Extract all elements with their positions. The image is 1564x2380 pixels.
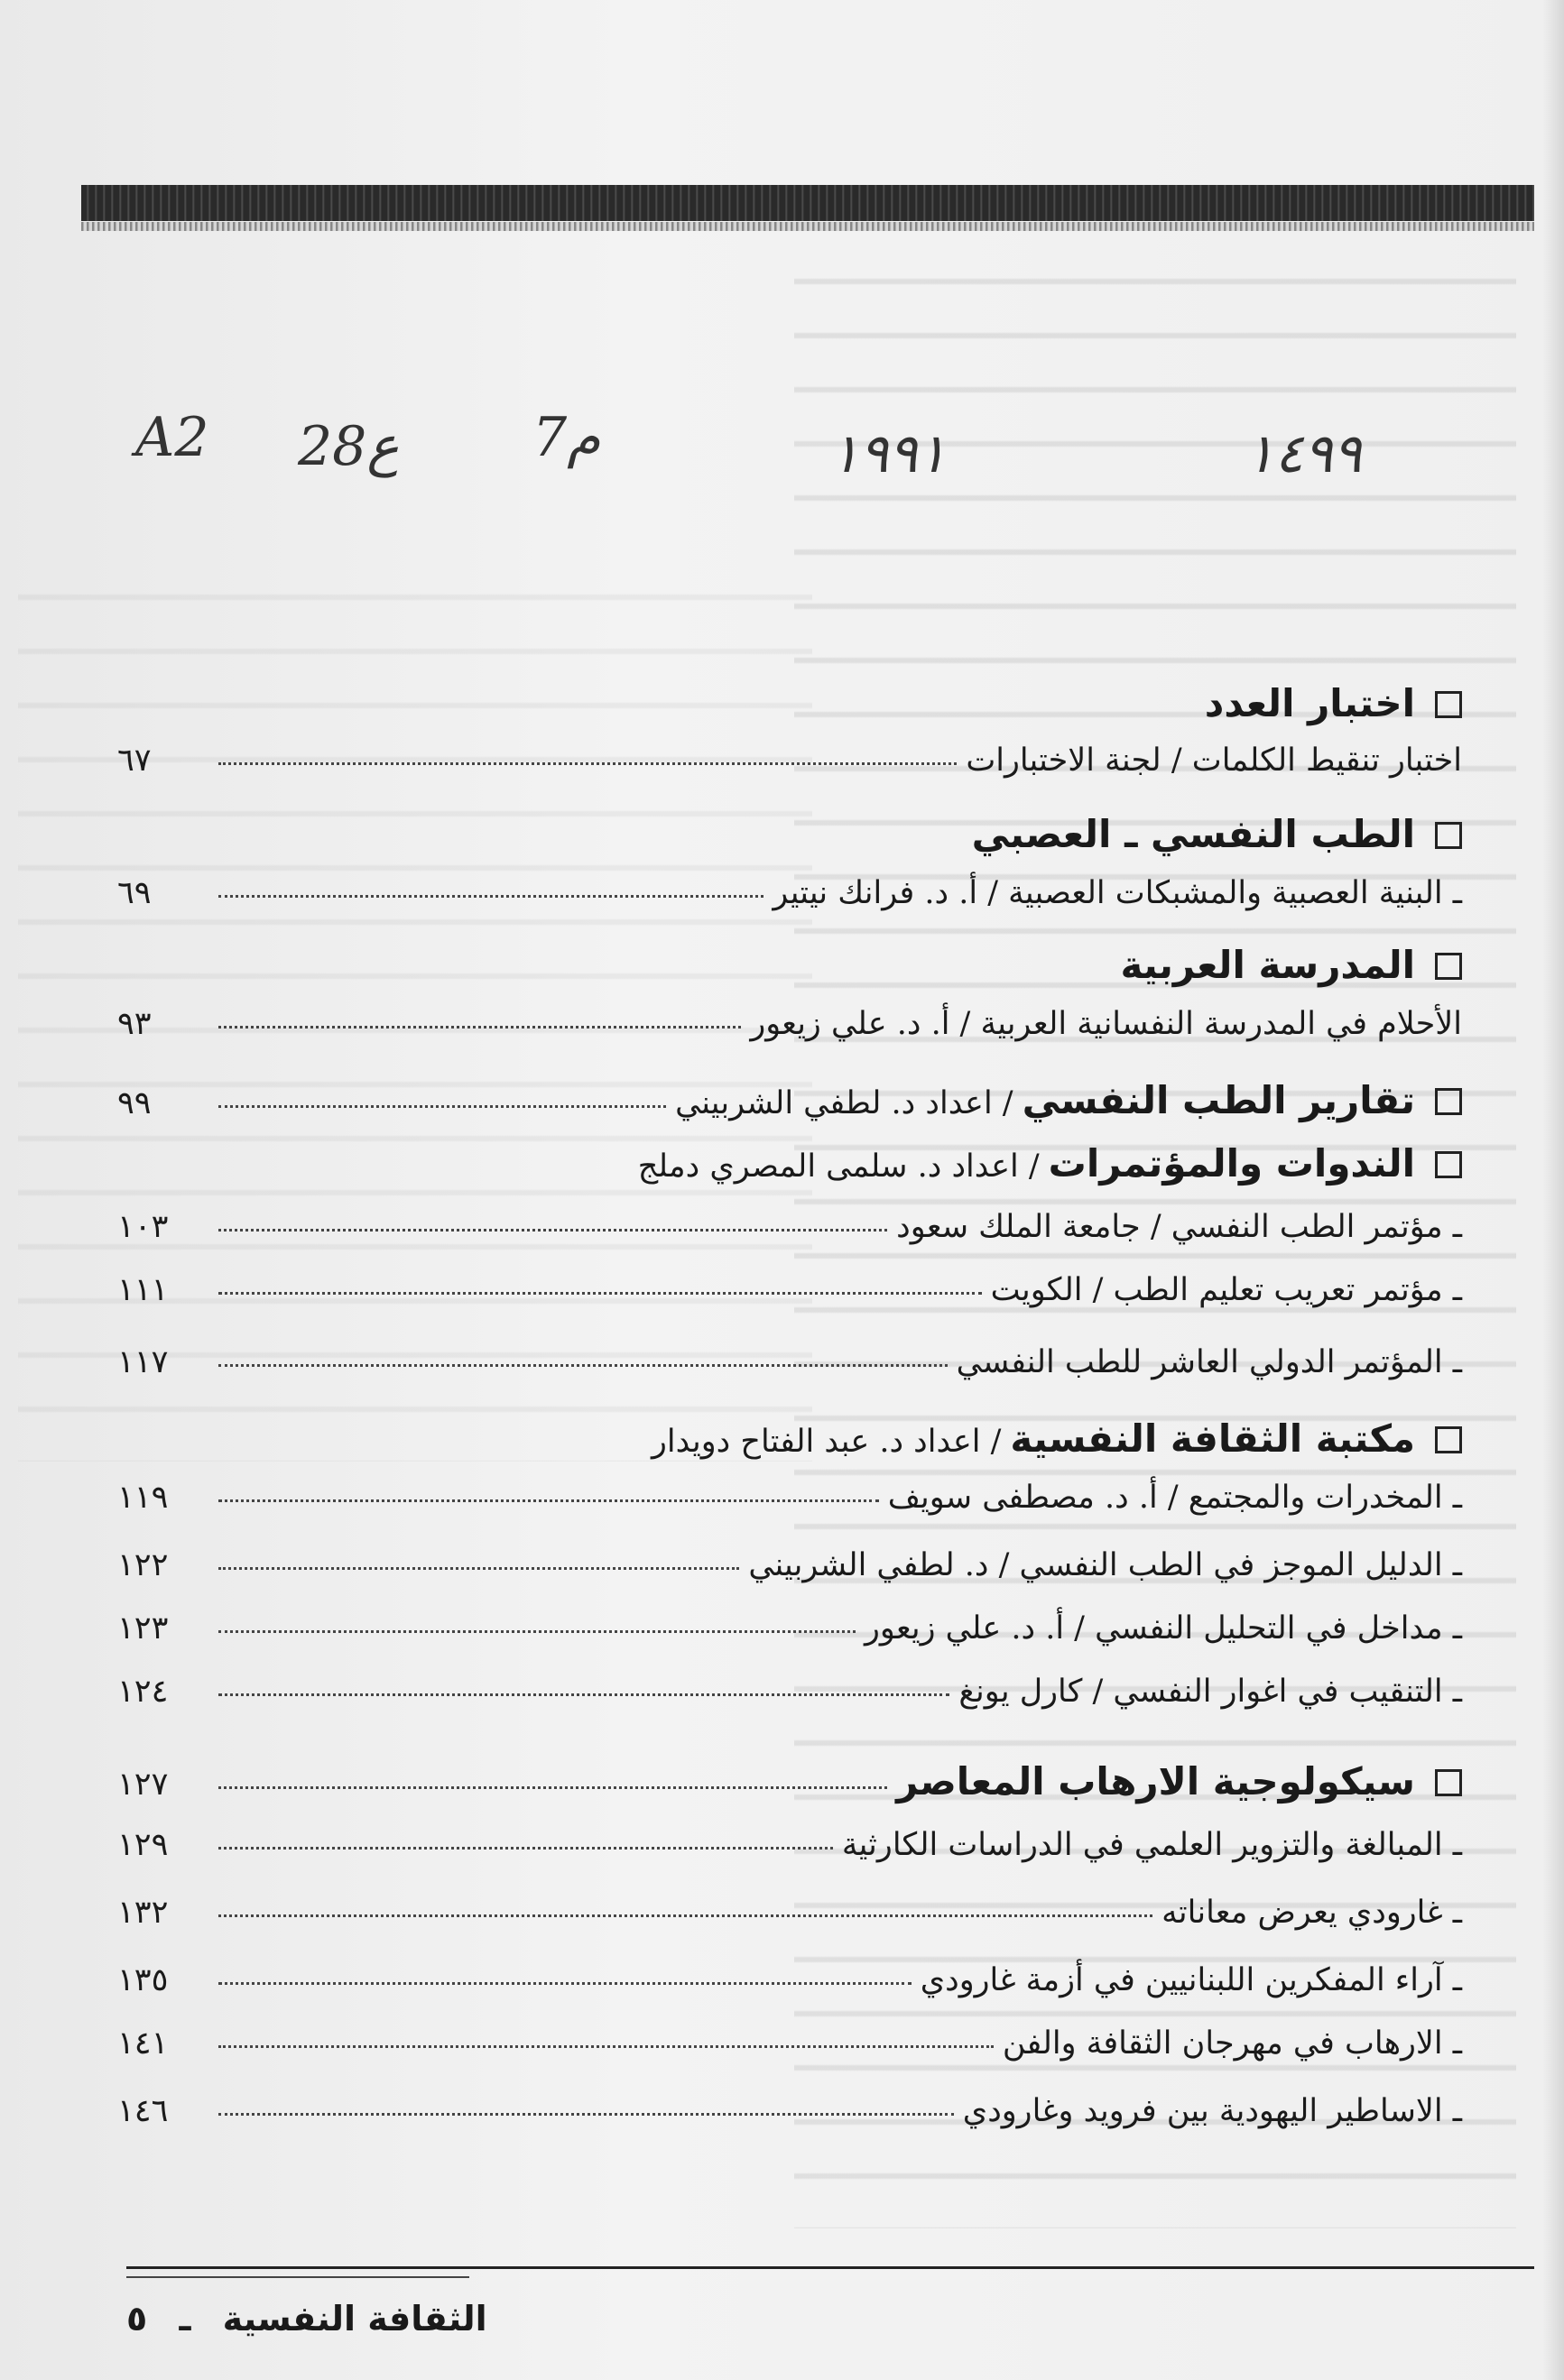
checkbox-square-icon — [1435, 691, 1462, 718]
page-ref: ٦٩ — [117, 875, 152, 911]
entry-title: ـ البنية العصبية والمشبكات العصبية / أ. د. فرانك نيتير — [773, 875, 1462, 911]
dot-leader — [218, 1847, 833, 1850]
section-title: مكتبة الثقافة النفسية — [1010, 1416, 1415, 1461]
footer-rule — [126, 2266, 1534, 2269]
toc-entry — [117, 1610, 1462, 1665]
entry-title: ـ المبالغة والتزوير العلمي في الدراسات الكارثية — [841, 1827, 1462, 1863]
entry-title: اختبار تنقيط الكلمات / لجنة الاختبارات — [966, 743, 1462, 779]
entry-title: الأحلام في المدرسة النفسانية العربية / أ. د. علي زيعور — [750, 1006, 1462, 1042]
annotation-item: 7م — [532, 406, 601, 469]
dot-leader — [218, 1364, 948, 1367]
annotation-item: ١٤٩٩ — [1245, 422, 1362, 485]
page-ref: ١٠٣ — [117, 1209, 169, 1245]
dot-leader — [218, 1567, 739, 1570]
footer-rule-short — [126, 2276, 469, 2278]
entry-title: ـ التنقيب في اغوار النفسي / كارل يونغ — [958, 1674, 1462, 1710]
page-ref: ٦٧ — [117, 743, 152, 779]
toc-entry — [117, 1006, 1462, 1060]
toc-section-heading — [117, 943, 1462, 997]
section-title: المدرسة العربية — [1120, 943, 1415, 987]
section-title: الطب النفسي ـ العصبي — [971, 812, 1415, 856]
toc-section-heading — [117, 1759, 1462, 1813]
footer-separator: ـ — [179, 2299, 191, 2338]
page-footer — [126, 2299, 487, 2338]
checkbox-square-icon — [1435, 1151, 1462, 1178]
section-editor: / اعداد د. لطفي الشربيني — [675, 1085, 1013, 1121]
entry-title: ـ مؤتمر تعريب تعليم الطب / الكويت — [990, 1272, 1462, 1308]
toc-entry — [117, 1547, 1462, 1601]
toc-section-heading — [117, 1141, 1462, 1195]
entry-title: ـ الارهاب في مهرجان الثقافة والفن — [1002, 2025, 1462, 2062]
toc-entry — [117, 1962, 1462, 2016]
section-title: تقارير الطب النفسي — [1022, 1078, 1415, 1122]
page-ref: ١١٧ — [117, 1344, 169, 1380]
toc-section-heading — [117, 681, 1462, 735]
toc-section-heading — [117, 1416, 1462, 1471]
dot-leader — [218, 1499, 879, 1502]
entry-title: ـ الدليل الموجز في الطب النفسي / د. لطفي الشربيني — [748, 1547, 1462, 1583]
dot-leader — [218, 1982, 912, 1985]
annotation-item: 28ع — [298, 415, 400, 478]
page-ref: ١٣٢ — [117, 1895, 169, 1931]
checkbox-square-icon — [1435, 1426, 1462, 1453]
page-ref: ١٤١ — [117, 2025, 169, 2062]
entry-title: ـ المؤتمر الدولي العاشر للطب النفسي — [956, 1344, 1462, 1380]
dot-leader — [218, 1693, 949, 1696]
page-ref: ٩٣ — [117, 1006, 152, 1042]
checkbox-square-icon — [1435, 822, 1462, 849]
toc-section-heading — [117, 1078, 1462, 1132]
dot-leader — [218, 1292, 982, 1295]
section-editor: / اعداد د. سلمى المصري دملج — [637, 1148, 1040, 1185]
section-title: الندوات والمؤتمرات — [1048, 1141, 1415, 1185]
page-ref: ١٢٣ — [117, 1610, 169, 1647]
annotation-item: ١٩٩١ — [830, 422, 947, 485]
page-ref: ١١٩ — [117, 1480, 169, 1516]
dot-leader — [218, 2045, 994, 2048]
page-ref: ١٤٦ — [117, 2093, 169, 2129]
page-ref: ١١١ — [117, 1272, 169, 1308]
page-ref: ١٢٩ — [117, 1827, 169, 1863]
toc-entry — [117, 1827, 1462, 1881]
entry-title: ـ مداخل في التحليل النفسي / أ. د. علي زيعور — [864, 1610, 1462, 1647]
dot-leader — [218, 895, 763, 898]
dot-leader — [218, 1630, 856, 1633]
dot-leader — [218, 762, 957, 765]
toc-entry — [117, 1480, 1462, 1534]
toc-entry — [117, 1272, 1462, 1326]
toc-entry — [117, 1674, 1462, 1728]
footer-title: الثقافة النفسية — [222, 2299, 487, 2338]
page-number: ٥ — [126, 2299, 148, 2338]
page-ref: ١٢٢ — [117, 1547, 169, 1583]
entry-title: ـ الاساطير اليهودية بين فرويد وغارودي — [962, 2093, 1462, 2129]
toc-entry — [117, 1344, 1462, 1398]
entry-title: ـ المخدرات والمجتمع / أ. د. مصطفى سويف — [887, 1480, 1462, 1516]
dot-leader — [218, 1229, 887, 1232]
handwritten-annotation — [0, 406, 1564, 514]
toc-entry — [117, 2093, 1462, 2147]
checkbox-square-icon — [1435, 1088, 1462, 1115]
entry-title: ـ غارودي يعرض معاناته — [1161, 1895, 1462, 1931]
dot-leader — [218, 1914, 1152, 1917]
annotation-item: A2 — [135, 406, 209, 469]
header-rule-thick — [81, 185, 1534, 221]
dot-leader — [218, 1105, 666, 1108]
section-title: سيكولوجية الارهاب المعاصر — [896, 1759, 1415, 1803]
entry-title: ـ مؤتمر الطب النفسي / جامعة الملك سعود — [896, 1209, 1462, 1245]
page-ref: ١٢٧ — [117, 1767, 169, 1803]
section-title: اختبار العدد — [1204, 681, 1415, 725]
dot-leader — [218, 2113, 954, 2116]
checkbox-square-icon — [1435, 953, 1462, 980]
checkbox-square-icon — [1435, 1769, 1462, 1796]
toc-entry — [117, 2025, 1462, 2080]
toc-entry — [117, 1895, 1462, 1949]
toc-entry — [117, 875, 1462, 929]
section-editor: / اعداد د. عبد الفتاح دويدار — [652, 1424, 1002, 1460]
dot-leader — [218, 1026, 741, 1029]
dot-leader — [218, 1786, 887, 1789]
entry-title: ـ آراء المفكرين اللبنانيين في أزمة غارودي — [920, 1962, 1462, 1998]
page-ref: ٩٩ — [117, 1085, 152, 1121]
toc-entry — [117, 1209, 1462, 1263]
header-rule-thin — [81, 222, 1534, 231]
page-edge-shadow — [1542, 0, 1564, 2380]
page-ref: ١٢٤ — [117, 1674, 169, 1710]
toc-section-heading — [117, 812, 1462, 866]
toc-entry — [117, 743, 1462, 797]
page-ref: ١٣٥ — [117, 1962, 169, 1998]
